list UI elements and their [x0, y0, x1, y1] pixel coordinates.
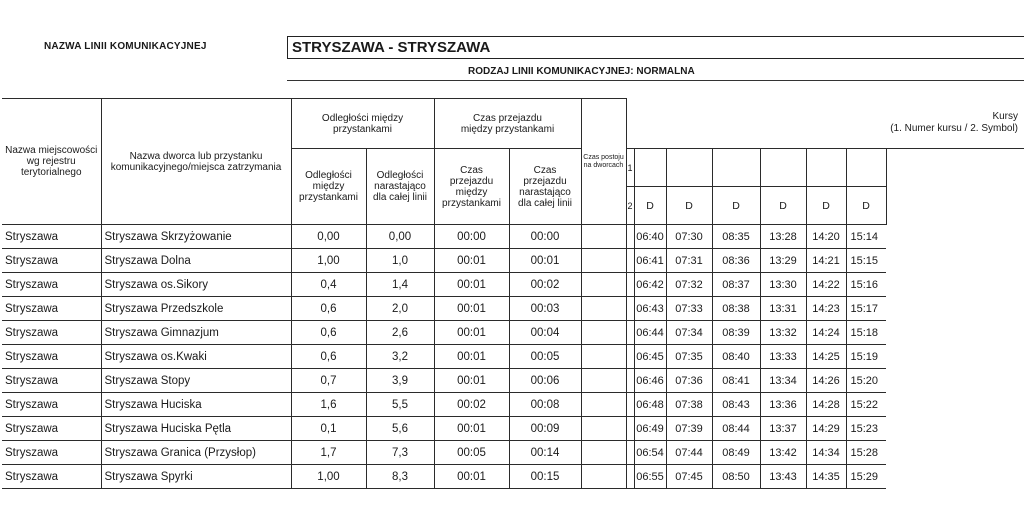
departure-time: 06:40 — [634, 225, 666, 249]
course-number-cell — [806, 149, 846, 187]
stopover-cell — [581, 441, 626, 465]
departure-time: 15:23 — [846, 417, 886, 441]
course-number-cell — [760, 149, 806, 187]
departure-time: 13:32 — [760, 321, 806, 345]
departure-time: 13:31 — [760, 297, 806, 321]
town-cell: Stryszawa — [2, 393, 101, 417]
table-row — [2, 345, 1024, 369]
time-cell: 00:05 — [434, 441, 509, 465]
course-number-cell — [666, 149, 712, 187]
town-cell: Stryszawa — [2, 321, 101, 345]
departure-time: 07:34 — [666, 321, 712, 345]
town-cell: Stryszawa — [2, 297, 101, 321]
cumulative-time-cell: 00:14 — [509, 441, 581, 465]
time-cell: 00:01 — [434, 465, 509, 489]
departure-time: 07:30 — [666, 225, 712, 249]
spacer-cell — [626, 273, 634, 297]
departure-time: 13:43 — [760, 465, 806, 489]
departure-time: 08:43 — [712, 393, 760, 417]
departure-time: 07:31 — [666, 249, 712, 273]
town-cell: Stryszawa — [2, 273, 101, 297]
col-header-distances-group: Odległości między przystankami — [291, 99, 434, 149]
departure-time: 13:33 — [760, 345, 806, 369]
departure-time: 15:16 — [846, 273, 886, 297]
stopover-cell — [581, 249, 626, 273]
spacer-cell — [626, 441, 634, 465]
spacer-cell — [626, 465, 634, 489]
stopover-cell — [581, 417, 626, 441]
spacer-cell — [626, 369, 634, 393]
table-row — [2, 393, 1024, 417]
stopover-cell — [581, 273, 626, 297]
town-cell: Stryszawa — [2, 249, 101, 273]
departure-time: 14:21 — [806, 249, 846, 273]
departure-time: 14:25 — [806, 345, 846, 369]
town-cell: Stryszawa — [2, 369, 101, 393]
departure-time: 15:22 — [846, 393, 886, 417]
departure-time: 08:39 — [712, 321, 760, 345]
stop-cell: Stryszawa Huciska — [101, 393, 291, 417]
course-number-blank — [886, 149, 926, 187]
time-cell: 00:00 — [434, 225, 509, 249]
departure-time: 14:34 — [806, 441, 846, 465]
table-row — [2, 321, 1024, 345]
col-header-town: Nazwa miejscowości wg rejestru terytorialnego — [2, 99, 101, 225]
departure-time: 15:14 — [846, 225, 886, 249]
distance-cell: 1,00 — [291, 249, 366, 273]
departure-time: 07:45 — [666, 465, 712, 489]
town-cell: Stryszawa — [2, 345, 101, 369]
departure-time: 08:36 — [712, 249, 760, 273]
stop-cell: Stryszawa Dolna — [101, 249, 291, 273]
departure-time: 13:30 — [760, 273, 806, 297]
stop-cell: Stryszawa Spyrki — [101, 465, 291, 489]
departure-time: 15:18 — [846, 321, 886, 345]
stop-cell: Stryszawa Stopy — [101, 369, 291, 393]
departure-time: 13:34 — [760, 369, 806, 393]
time-cell: 00:01 — [434, 345, 509, 369]
stopover-cell — [581, 369, 626, 393]
departure-time: 14:23 — [806, 297, 846, 321]
departure-time: 07:44 — [666, 441, 712, 465]
departure-time: 06:45 — [634, 345, 666, 369]
cumulative-time-cell: 00:00 — [509, 225, 581, 249]
time-cell: 00:01 — [434, 273, 509, 297]
departure-time: 13:42 — [760, 441, 806, 465]
table-row — [2, 273, 1024, 297]
line-name-label: NAZWA LINII KOMUNIKACYJNEJ — [44, 41, 207, 52]
course-symbol: D — [806, 187, 846, 225]
stop-cell: Stryszawa os.Kwaki — [101, 345, 291, 369]
cumulative-distance-cell: 5,6 — [366, 417, 434, 441]
distance-cell: 0,1 — [291, 417, 366, 441]
departure-time: 14:26 — [806, 369, 846, 393]
departure-time: 15:20 — [846, 369, 886, 393]
stop-cell: Stryszawa Huciska Pętla — [101, 417, 291, 441]
course-symbol: D — [666, 187, 712, 225]
town-cell: Stryszawa — [2, 225, 101, 249]
departure-time: 15:17 — [846, 297, 886, 321]
table-row — [2, 297, 1024, 321]
departure-time: 13:37 — [760, 417, 806, 441]
header-divider — [287, 80, 1024, 81]
distance-cell: 0,6 — [291, 297, 366, 321]
cumulative-distance-cell: 0,00 — [366, 225, 434, 249]
stopover-cell — [581, 321, 626, 345]
cumulative-distance-cell: 5,5 — [366, 393, 434, 417]
course-number-label: 1 — [626, 149, 634, 187]
departure-time: 08:37 — [712, 273, 760, 297]
col-header-distance-cumulative: Odległości narastająco dla całej linii — [366, 149, 434, 225]
stop-cell: Stryszawa os.Sikory — [101, 273, 291, 297]
stopover-cell — [581, 345, 626, 369]
time-cell: 00:01 — [434, 321, 509, 345]
line-type-row — [0, 62, 1024, 82]
course-symbol: D — [712, 187, 760, 225]
departure-time: 06:48 — [634, 393, 666, 417]
line-name-value: STRYSZAWA - STRYSZAWA — [292, 39, 491, 56]
spacer-cell — [626, 321, 634, 345]
cumulative-time-cell: 00:01 — [509, 249, 581, 273]
departure-time: 13:28 — [760, 225, 806, 249]
stop-cell: Stryszawa Granica (Przysłop) — [101, 441, 291, 465]
departure-time: 14:20 — [806, 225, 846, 249]
departure-time: 07:33 — [666, 297, 712, 321]
departure-time: 15:15 — [846, 249, 886, 273]
departure-time: 06:55 — [634, 465, 666, 489]
distance-cell: 0,6 — [291, 321, 366, 345]
departure-time: 07:39 — [666, 417, 712, 441]
departure-time: 14:28 — [806, 393, 846, 417]
course-number-cell — [712, 149, 760, 187]
town-cell: Stryszawa — [2, 441, 101, 465]
line-name-box — [287, 36, 1024, 59]
col-header-time: Czas przejazdu między przystankami — [434, 149, 509, 225]
departure-time: 13:29 — [760, 249, 806, 273]
col-header-time-cumulative: Czas przejazdu narastająco dla całej linii — [509, 149, 581, 225]
spacer-cell — [626, 225, 634, 249]
departure-time: 14:35 — [806, 465, 846, 489]
course-symbol-blank — [886, 187, 926, 225]
col-header-times-group: Czas przejazdu między przystankami — [434, 99, 581, 149]
departure-time: 07:35 — [666, 345, 712, 369]
courses-title: Kursy — [992, 111, 1018, 123]
departure-time: 08:44 — [712, 417, 760, 441]
stop-cell: Stryszawa Przedszkole — [101, 297, 291, 321]
departure-time: 06:43 — [634, 297, 666, 321]
table-row — [2, 417, 1024, 441]
course-symbol: D — [846, 187, 886, 225]
spacer-cell — [626, 345, 634, 369]
departure-time: 08:49 — [712, 441, 760, 465]
distance-cell: 0,00 — [291, 225, 366, 249]
distance-cell: 1,6 — [291, 393, 366, 417]
table-row — [2, 441, 1024, 465]
departure-time: 15:28 — [846, 441, 886, 465]
course-number-cell — [634, 149, 666, 187]
line-type-label: RODZAJ LINII KOMUNIKACYJNEJ: NORMALNA — [468, 66, 695, 77]
spacer-cell — [626, 417, 634, 441]
distance-cell: 0,6 — [291, 345, 366, 369]
cumulative-distance-cell: 1,0 — [366, 249, 434, 273]
cumulative-time-cell: 00:08 — [509, 393, 581, 417]
departure-time: 06:44 — [634, 321, 666, 345]
town-cell: Stryszawa — [2, 465, 101, 489]
departure-time: 08:41 — [712, 369, 760, 393]
cumulative-distance-cell: 2,6 — [366, 321, 434, 345]
table-row — [2, 369, 1024, 393]
departure-time: 15:29 — [846, 465, 886, 489]
departure-time: 06:49 — [634, 417, 666, 441]
departure-time: 14:24 — [806, 321, 846, 345]
spacer-cell — [626, 297, 634, 321]
course-symbol: D — [760, 187, 806, 225]
departure-time: 06:54 — [634, 441, 666, 465]
cumulative-time-cell: 00:03 — [509, 297, 581, 321]
departure-time: 08:40 — [712, 345, 760, 369]
cumulative-distance-cell: 2,0 — [366, 297, 434, 321]
cumulative-distance-cell: 1,4 — [366, 273, 434, 297]
cumulative-time-cell: 00:15 — [509, 465, 581, 489]
stopover-cell — [581, 225, 626, 249]
cumulative-time-cell: 00:04 — [509, 321, 581, 345]
course-number-cell — [846, 149, 886, 187]
departure-time: 14:22 — [806, 273, 846, 297]
departure-time: 06:46 — [634, 369, 666, 393]
cumulative-distance-cell: 3,2 — [366, 345, 434, 369]
distance-cell: 0,4 — [291, 273, 366, 297]
town-cell: Stryszawa — [2, 417, 101, 441]
departure-time: 15:19 — [846, 345, 886, 369]
stop-cell: Stryszawa Skrzyżowanie — [101, 225, 291, 249]
distance-cell: 1,7 — [291, 441, 366, 465]
time-cell: 00:01 — [434, 297, 509, 321]
departure-time: 08:38 — [712, 297, 760, 321]
stopover-cell — [581, 465, 626, 489]
table-row — [2, 465, 1024, 489]
cumulative-time-cell: 00:02 — [509, 273, 581, 297]
cumulative-distance-cell: 8,3 — [366, 465, 434, 489]
time-cell: 00:02 — [434, 393, 509, 417]
spacer-cell — [626, 393, 634, 417]
cumulative-time-cell: 00:06 — [509, 369, 581, 393]
departure-time: 06:41 — [634, 249, 666, 273]
course-symbol: D — [634, 187, 666, 225]
courses-header — [626, 99, 1024, 149]
col-header-stopover: Czas postoju na dworcach — [581, 99, 626, 225]
time-cell: 00:01 — [434, 249, 509, 273]
departure-time: 07:38 — [666, 393, 712, 417]
cumulative-distance-cell: 7,3 — [366, 441, 434, 465]
time-cell: 00:01 — [434, 369, 509, 393]
table-row — [2, 249, 1024, 273]
time-cell: 00:01 — [434, 417, 509, 441]
distance-cell: 1,00 — [291, 465, 366, 489]
departure-time: 13:36 — [760, 393, 806, 417]
stopover-cell — [581, 297, 626, 321]
cumulative-time-cell: 00:09 — [509, 417, 581, 441]
departure-time: 08:35 — [712, 225, 760, 249]
departure-time: 14:29 — [806, 417, 846, 441]
departure-time: 07:36 — [666, 369, 712, 393]
cumulative-distance-cell: 3,9 — [366, 369, 434, 393]
course-symbol-label: 2 — [626, 187, 634, 225]
header-row-top — [2, 99, 1024, 149]
spacer-cell — [626, 249, 634, 273]
distance-cell: 0,7 — [291, 369, 366, 393]
table-row — [2, 225, 1024, 249]
col-header-distance: Odległości między przystankami — [291, 149, 366, 225]
timetable — [2, 98, 1024, 489]
stop-cell: Stryszawa Gimnazjum — [101, 321, 291, 345]
col-header-stop: Nazwa dworca lub przystanku komunikacyjnego/miejsca zatrzymania — [101, 99, 291, 225]
stopover-cell — [581, 393, 626, 417]
departure-time: 07:32 — [666, 273, 712, 297]
line-name-row — [0, 36, 1024, 58]
departure-time: 06:42 — [634, 273, 666, 297]
cumulative-time-cell: 00:05 — [509, 345, 581, 369]
courses-subtitle: (1. Numer kursu / 2. Symbol) — [890, 123, 1018, 135]
departure-time: 08:50 — [712, 465, 760, 489]
